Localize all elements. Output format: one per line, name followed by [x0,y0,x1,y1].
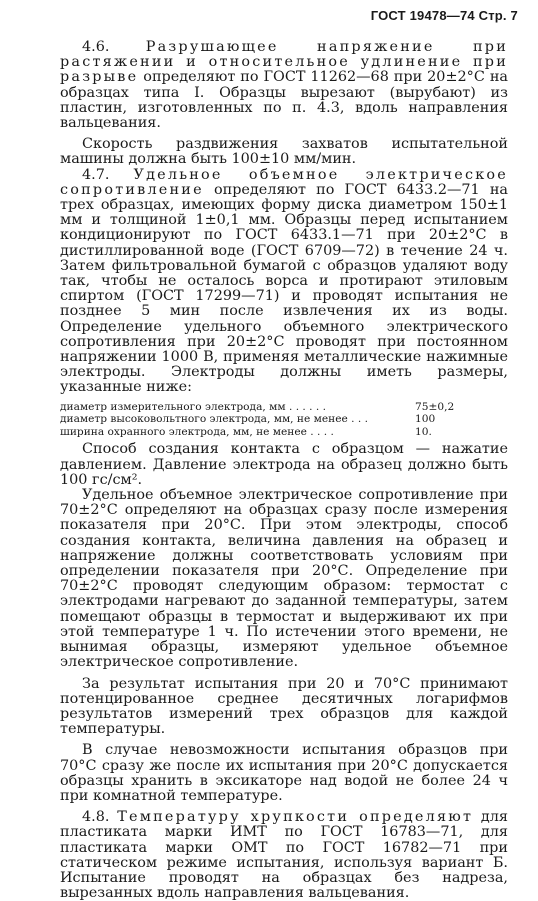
dimension-value: 10. [415,425,432,438]
dimension-label: ширина охранного электрода, мм, не менее . . . . [60,425,334,438]
electrode-dimensions-list [60,401,508,439]
section-number: 4.6. [82,39,110,55]
section-title: Удельное объемное электрическое сопротивление [60,166,508,198]
paragraph-storage: В случае невозможности испытания образцов при 70°С сразу же после их испытания при 20°С допускается образцы хранить в эксикаторе над водой не более 24 ч при комнатной температуре. [60,742,508,804]
list-item [60,413,508,426]
document-body [60,40,508,901]
dimension-value: 75±0,2 [415,400,455,413]
paragraph-text: определяют по ГОСТ 6433.2—71 на трех образцах, имеющих форму диска диаметром 150±1 мм и толщиной 1±0,1 мм. Образцы перед испытанием кондиционируют по ГОСТ 6433.1—71 при 20±2°С в дистиллированной воде (ГОСТ 6709—72) в течение 24 ч. Затем фильтровальной бумагой с образцов удаляют воду так, чтобы не осталось ворса и протирают этиловым спиртом (ГОСТ 17299—71) и проводят испытания не позднее 5 мин после извлечения их из воды. Определение удельного объемного электрического сопротивления при 20±2°С проводят при постоянном напряжении 1000 В, применяя металлические нажимные электроды. Электроды должны иметь размеры, указанные ниже: [60,181,508,396]
section-number: 4.7. [82,166,110,183]
paragraph-4-6 [60,40,508,131]
paragraph-text: определяют по ГОСТ 11262—68 при 20±2°С на образцах типа I. Образцы вырезают (вырубают) из пластин, изготовленных по п. 4.3, вдоль направления вальцевания. [60,69,508,132]
paragraph-4-8 [60,810,508,901]
paragraph-4-7 [60,168,508,396]
list-item [60,426,508,439]
dimension-label: диаметр высоковольтного электрода, мм, не менее . . . [60,413,368,426]
paragraph-text: для пластиката марки ИМТ по ГОСТ 16783—71, для пластиката марки ОМТ по ГОСТ 16782—71 при статическом режиме испытания, используя вариант Б. Испытание проводят на образцах без надреза, вырезанных вдоль направления вальцевания. [60,809,508,901]
section-number: 4.8. [82,809,110,826]
dimension-value: 100 [415,413,436,426]
paragraph-4-6-speed: Скорость раздвижения захватов испытательной машины должна быть 100±10 мм/мин. [60,136,508,168]
section-title: Температуру хрупкости определяют [117,809,474,826]
section-title: Разрушающее напряжение при растяжении и относительное удлинение при разрыве [60,39,508,86]
paragraph-result: За результат испытания при 20 и 70°С принимают потенцированное среднее десятичных логарифмов результатов измерений трех образцов для каждой температуры. [60,675,508,738]
paragraph-70c-measurement: Удельное объемное электрическое сопротивление при 70±2°С определяют на образцах сразу после измерения показателя при 20°С. При этом электроды, способ создания контакта, величина давления на образец и напряжение должны соответствовать условиям при определении показателя при 20°С. Определение при 70±2°С проводят следующим образом: термостат с электродами нагревают до заданной температуры, затем помещают образцы в термостат и выдерживают их при этой температуре 1 ч. По истечении этого времени, не вынимая образцы, измеряют удельное объемное электрическое сопротивление. [60,487,508,671]
dimension-label: диаметр измерительного электрода, мм . . . . . . [60,400,327,413]
page-header: ГОСТ 19478—74 Стр. 7 [370,8,518,23]
paragraph-contact-method: Способ создания контакта с образцом — нажатие давлением. Давление электрода на образец должно быть 100 гс/см². [60,441,508,488]
list-item [60,401,508,414]
